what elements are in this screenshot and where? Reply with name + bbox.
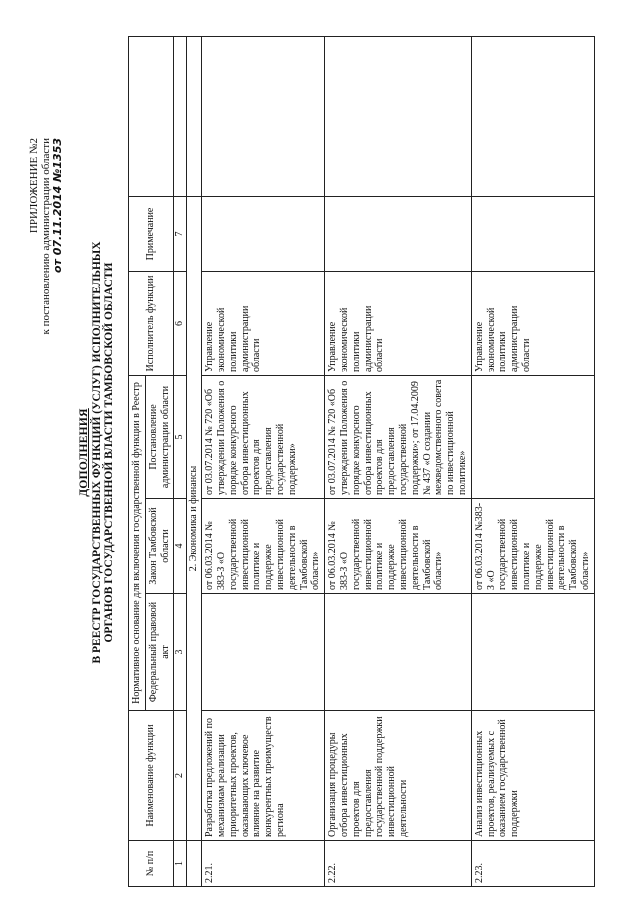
administration-decree: от 03.07.2014 № 720 «Об утверждении Положения о порядке конкурсного отбора инвестиционных проектов для предоставления государственной поддержки» <box>202 375 325 498</box>
title-line-3: ОРГАНОВ ГОСУДАРСТВЕННОЙ ВЛАСТИ ТАМБОВСКОЙ ОБЛАСТИ <box>103 262 115 643</box>
function-name: Разработка предложений по механизмам реализации приоритетных проектов, оказывающих ключевое влияние на развитие конкурентных преимуществ региона <box>202 711 325 841</box>
title-main: ДОПОЛНЕНИЯ <box>78 408 90 497</box>
table-row <box>325 36 472 886</box>
handwritten-date-signature: от 07.11.2014 №1353 <box>51 138 64 274</box>
document-title <box>78 0 116 905</box>
header-basis: Нормативное основание для включения государственной функции в Реестр <box>129 375 146 710</box>
function-name: Анализ инвестиционных проектов, реализуемых с оказанием государственной поддержки <box>471 711 594 841</box>
row-number: 2.23. <box>471 841 594 887</box>
executor: Управление экономической политики администрации области <box>202 271 325 375</box>
header-blank <box>129 36 174 196</box>
column-number: 4 <box>174 499 187 594</box>
executor: Управление экономической политики администрации области <box>471 271 594 375</box>
annex-header <box>28 138 64 335</box>
regional-law: от 06.03.2014 №383-З «О государственной инвестиционной политике и поддержке инвестиционной деятельности в Тамбовской области» <box>471 499 594 594</box>
federal-act <box>202 594 325 711</box>
regional-law: от 06.03.2014 № 383-З «О государственной инвестиционной политике и поддержке инвестиционной деятельности в Тамбовской области» <box>202 499 325 594</box>
table-row <box>471 36 594 886</box>
column-number: 7 <box>174 196 187 271</box>
federal-act <box>471 594 594 711</box>
federal-act <box>325 594 472 711</box>
registry-table <box>128 36 595 887</box>
header-federal: Федеральный правовой акт <box>145 594 174 711</box>
function-name: Организация процедуры отбора инвестиционных проектов для предоставления государственной поддержки инвестиционной деятельности <box>325 711 472 841</box>
column-number: 2 <box>174 711 187 841</box>
empty-cell <box>187 36 202 196</box>
title-line-2: В РЕЕСТР ГОСУДАРСТВЕННЫХ ФУНКЦИЙ (УСЛУГ) ИСПОЛНИТЕЛЬНЫХ <box>90 241 103 664</box>
section-row <box>187 36 202 886</box>
note <box>471 196 594 271</box>
column-number: 6 <box>174 271 187 375</box>
administration-decree: от 03.07.2014 № 720 «Об утверждении Положения о порядке конкурсного отбора инвестиционных проектов для предоставления государственной поддержки»; от 17.04.2009 № 437 «О создании межведомственного совета по инвестиционной политике» <box>325 375 472 498</box>
header-row <box>129 36 146 886</box>
empty-cell <box>325 36 472 196</box>
row-number: 2.21. <box>202 841 325 887</box>
header-law: Закон Тамбовской области <box>145 499 174 594</box>
column-number: 3 <box>174 594 187 711</box>
column-number-row <box>174 36 187 886</box>
regional-law: от 06.03.2014 № 383-З «О государственной инвестиционной политике и поддержке инвестиционной деятельности в Тамбовской области» <box>325 499 472 594</box>
header-decree: Постановление администрации области <box>145 375 174 498</box>
header-name: Наименование функции <box>129 711 174 841</box>
note <box>202 196 325 271</box>
empty-cell <box>471 36 594 196</box>
section-title: 2. Экономика и финансы <box>187 196 202 840</box>
column-number: 1 <box>174 841 187 887</box>
empty-cell <box>174 36 187 196</box>
table-row <box>202 36 325 886</box>
empty-cell <box>187 841 202 887</box>
header-note: Примечание <box>129 196 174 271</box>
annex-number: ПРИЛОЖЕНИЕ №2 <box>28 138 40 234</box>
administration-decree <box>471 375 594 498</box>
empty-cell <box>202 36 325 196</box>
row-number: 2.22. <box>325 841 472 887</box>
annex-reference: к постановлению администрации области <box>40 138 52 335</box>
header-num: № п/п <box>129 841 174 887</box>
note <box>325 196 472 271</box>
column-number: 5 <box>174 375 187 498</box>
header-executor: Исполнитель функции <box>129 271 174 375</box>
executor: Управление экономической политики администрации области <box>325 271 472 375</box>
